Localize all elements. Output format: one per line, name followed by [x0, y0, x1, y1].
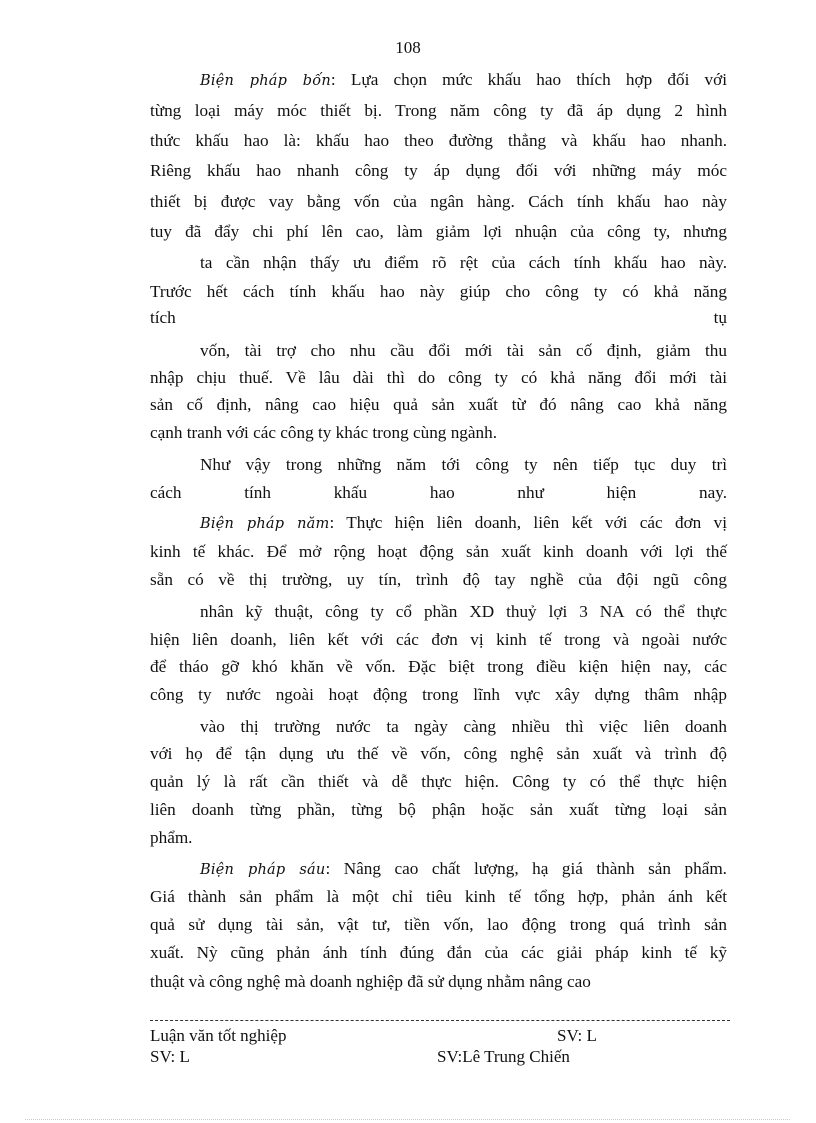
text-line	[150, 915, 727, 935]
line-text: thiết bị được vay bằng vốn của ngân hàng. Cách tính khấu hao này	[150, 192, 727, 211]
line-text: tích tụ	[150, 308, 727, 327]
line-text: cạnh tranh với các công ty khác trong cùng ngành.	[150, 423, 497, 442]
text-line	[200, 70, 727, 90]
line-text: sản cố định, nâng cao hiệu quả sản xuất từ đó nâng cao khả năng	[150, 395, 727, 414]
text-line	[200, 602, 727, 622]
text-line	[150, 192, 727, 212]
text-line	[150, 395, 727, 415]
line-text: : Thực hiện liên doanh, liên kết với các đơn vị	[329, 513, 727, 532]
text-line	[150, 570, 727, 590]
line-text: quả sử dụng tài sản, vật tư, tiền vốn, lao động trong quá trình sản	[150, 915, 727, 934]
text-line	[200, 717, 727, 737]
line-text: nhập chịu thuế. Về lâu dài thì do công ty có khả năng đổi mới tài	[150, 368, 727, 387]
text-line	[150, 368, 727, 388]
line-text: : Nâng cao chất lượng, hạ giá thành sản phẩm.	[325, 859, 727, 878]
line-text: thức khấu hao là: khấu hao theo đường thẳng và khấu hao nhanh.	[150, 131, 727, 150]
line-text: thuật và công nghệ mà doanh nghiệp đã sử dụng nhằm nâng cao	[150, 972, 591, 991]
footer-student-short-2: SV: L	[150, 1047, 190, 1066]
line-text: Riêng khấu hao nhanh công ty áp dụng đối với những máy móc	[150, 161, 727, 180]
line-text: với họ để tận dụng ưu thế về vốn, công nghệ sản xuất và trình độ	[150, 744, 727, 763]
line-text: xuất. Nỳ cũng phản ánh tính đúng đắn của các giải pháp kinh tế kỹ	[150, 943, 727, 962]
line-text: quản lý là rất cần thiết và dễ thực hiện. Công ty có thể thực hiện	[150, 772, 727, 791]
text-line	[150, 828, 727, 848]
text-line	[150, 800, 727, 820]
text-line	[150, 657, 727, 677]
line-text: Trước hết cách tính khấu hao này giúp cho công ty có khả năng	[150, 282, 727, 301]
line-text: ta cần nhận thấy ưu điểm rõ rệt của cách tính khấu hao này.	[200, 253, 727, 272]
text-line	[150, 131, 727, 151]
text-line	[200, 455, 727, 475]
line-text: cách tính khấu hao như hiện nay.	[150, 483, 727, 502]
text-line	[150, 542, 727, 562]
page-number: 108	[395, 38, 421, 57]
text-line	[150, 685, 727, 705]
line-text: sẵn có về thị trường, uy tín, trình độ tay nghề của đội ngũ công	[150, 570, 727, 589]
line-text: kinh tế khác. Để mở rộng hoạt động sản xuất kinh doanh với lợi thế	[150, 542, 727, 561]
text-line	[150, 423, 727, 443]
text-line	[150, 772, 727, 792]
text-line	[150, 630, 727, 650]
footer-student-short: SV: L	[557, 1026, 597, 1045]
text-line	[150, 101, 727, 121]
measure-heading: Biện pháp năm	[200, 516, 330, 532]
line-text: phẩm.	[150, 828, 193, 847]
text-line	[150, 282, 727, 302]
line-text: công ty nước ngoài hoạt động trong lĩnh vực xây dựng thâm nhập	[150, 685, 727, 704]
footer-divider	[150, 1020, 730, 1021]
line-text: từng loại máy móc thiết bị. Trong năm công ty đã áp dụng 2 hình	[150, 101, 727, 120]
text-line	[200, 859, 727, 879]
line-text: Như vậy trong những năm tới công ty nên tiếp tục duy trì	[200, 455, 727, 474]
line-text: nhân kỹ thuật, công ty cổ phần XD thuỷ lợi 3 NA có thể thực	[200, 602, 727, 621]
line-text: hiện liên doanh, liên kết với các đơn vị kinh tế trong và ngoài nước	[150, 630, 727, 649]
text-line	[150, 483, 727, 503]
line-text: liên doanh từng phần, từng bộ phận hoặc sản xuất từng loại sản	[150, 800, 727, 819]
line-text: tuy đã đẩy chi phí lên cao, làm giảm lợi nhuận của công ty, nhưng	[150, 222, 727, 241]
line-text: vốn, tài trợ cho nhu cầu đổi mới tài sản cố định, giảm thu	[200, 341, 727, 360]
text-line	[150, 308, 727, 328]
text-line	[150, 887, 727, 907]
text-line	[200, 253, 727, 273]
text-line	[200, 513, 727, 533]
measure-heading: Biện pháp sáu	[200, 862, 326, 878]
line-text: vào thị trường nước ta ngày càng nhiều thì việc liên doanh	[200, 717, 727, 736]
text-line	[150, 943, 727, 963]
text-line	[150, 744, 727, 764]
footer-thesis-label: Luận văn tốt nghiệp	[150, 1026, 287, 1045]
line-text: : Lựa chọn mức khấu hao thích hợp đối với	[330, 70, 728, 89]
measure-heading: Biện pháp bốn	[200, 73, 331, 89]
text-line	[150, 972, 727, 992]
footer-student-name: SV:Lê Trung Chiến	[437, 1047, 570, 1066]
text-line	[150, 161, 727, 181]
text-line	[150, 222, 727, 242]
line-text: để tháo gỡ khó khăn về vốn. Đặc biệt trong điều kiện hiện nay, các	[150, 657, 727, 676]
line-text: Giá thành sản phẩm là một chỉ tiêu kinh tế tổng hợp, phản ánh kết	[150, 887, 727, 906]
text-line	[200, 341, 727, 361]
page-bottom-border	[25, 1119, 790, 1120]
